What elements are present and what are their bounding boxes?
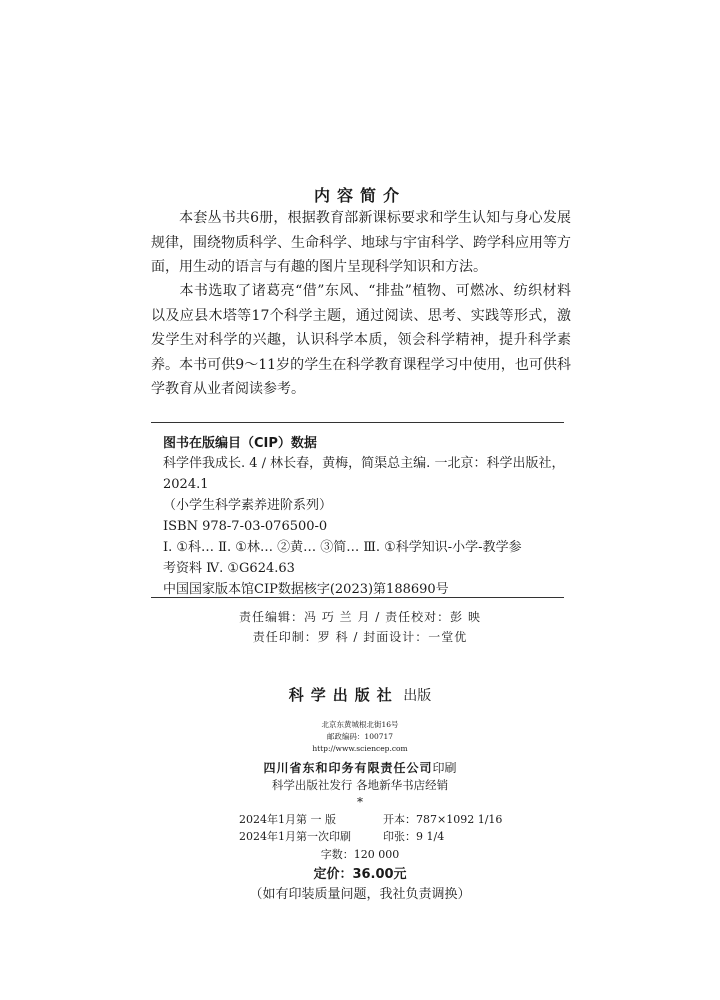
cip-line: Ⅰ. ①科… Ⅱ. ①林… ②黄… ③简… Ⅲ. ①科学知识-小学-教学参 (163, 540, 522, 555)
printer-line (0, 759, 720, 776)
cip-line: （小学生科学素养进阶系列） (163, 498, 333, 513)
cip-line: 2024.1 (163, 477, 209, 492)
publisher-line (0, 684, 720, 705)
intro-paragraph-1 (151, 206, 571, 280)
cip-line: 中国国家版本馆CIP数据核字(2023)第188690号 (163, 582, 449, 597)
publisher-name: 科学出版社 (288, 686, 399, 704)
intro-paragraph-1-text: 本套丛书共6册，根据教育部新课标要求和学生认知与身心发展规律，围绕物质科学、生命科学、地球与宇宙科学、跨学科应用等方面，用生动的语言与有趣的图片呈现科学知识和方法。 (151, 210, 571, 275)
intro-paragraph-2-text: 本书选取了诸葛亮“借”东风、“排盐”植物、可燃冰、纺织材料以及应县木塔等17个科学主题，通过阅读、思考、实践等形式，激发学生对科学的兴趣，认识科学本质，领会科学精神，提升科学素养。本书可供9～11岁的学生在科学教育课程学习中使用，也可供科学教育从业者阅读参考。 (151, 283, 571, 397)
printer-name: 四川省东和印务有限责任公司 (263, 761, 433, 775)
intro-title: 内容简介 (313, 186, 406, 205)
quality-notice: （如有印装质量问题，我社负责调换） (249, 887, 471, 902)
printer-suffix: 印刷 (432, 761, 457, 775)
separator-star: * (357, 795, 363, 809)
cip-line: 科学伴我成长. 4 / 林长春，黄梅，简渠总主编. 一北京：科学出版社， (163, 456, 565, 471)
publisher-address: 北京东黄城根北街16号 (321, 720, 399, 729)
edition-date: 2024年1月第 一 版 (239, 813, 336, 826)
publisher-url: http://www.sciencep.com (312, 744, 408, 753)
credits-line-1: 责任编辑：冯 巧 兰 月 / 责任校对：彭 映 (239, 610, 481, 624)
cip-heading: 图书在版编目（CIP）数据 (163, 436, 317, 451)
cip-top-rule (151, 422, 564, 423)
credits-line-2: 责任印制：罗 科 / 封面设计：一堂优 (252, 630, 468, 644)
cip-line: ISBN 978-7-03-076500-0 (163, 519, 328, 534)
intro-paragraph-2 (151, 279, 571, 402)
publisher-suffix: 出版 (403, 688, 432, 704)
publisher-postcode: 邮政编码：100717 (326, 732, 394, 741)
cip-line: 考资料 Ⅳ. ①G624.63 (163, 561, 295, 576)
distribution-line: 科学出版社发行 各地新华书店经销 (271, 778, 449, 792)
print-date: 2024年1月第一次印刷 (239, 830, 351, 843)
book-format: 开本：787×1092 1/16 (383, 813, 503, 826)
cip-bottom-rule (151, 597, 564, 598)
price: 定价：36.00元 (313, 867, 407, 882)
word-count: 字数：120 000 (320, 848, 400, 861)
print-sheets: 印张：9 1/4 (383, 830, 445, 843)
